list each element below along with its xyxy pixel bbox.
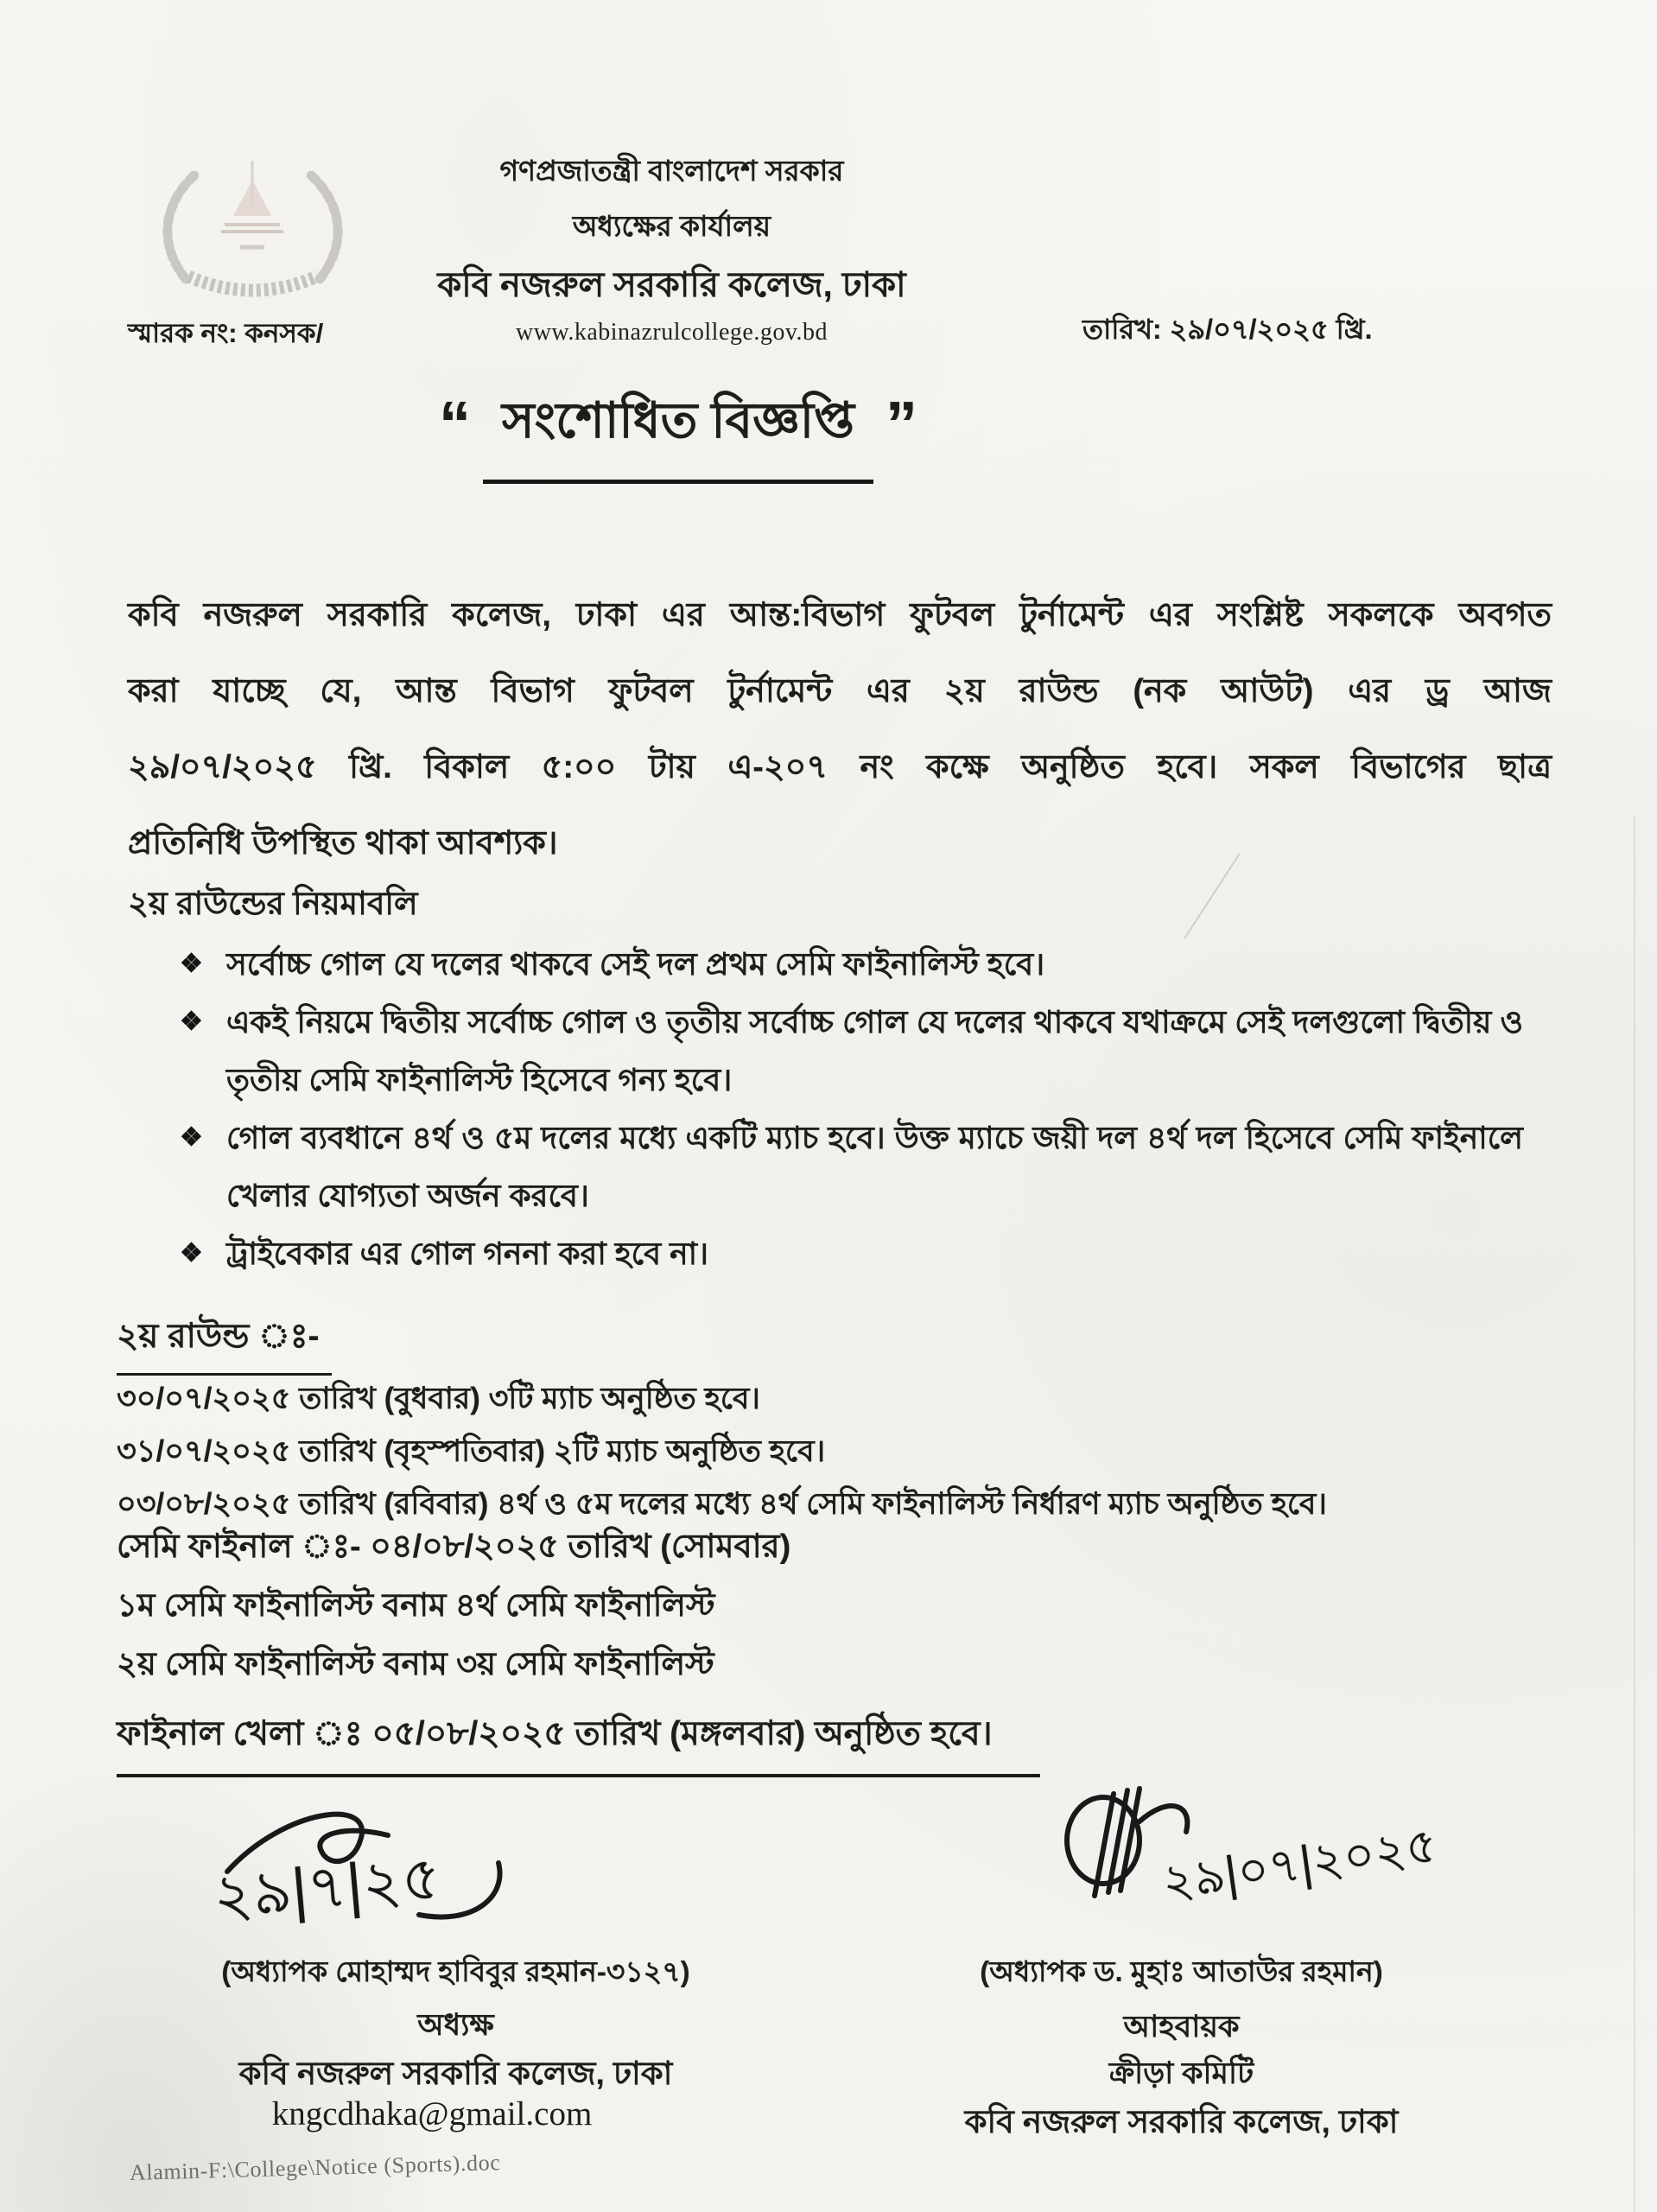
rules-list (180, 935, 1523, 1282)
principal-name: (অধ্যাপক মোহাম্মদ হাবিবুর রহমান-৩১২৭) (221, 1955, 690, 1987)
rules-heading: ২য় রাউন্ডের নিয়মাবলি (128, 886, 418, 921)
body-paragraph (128, 577, 1552, 881)
open-quote: “ (439, 388, 472, 460)
close-quote: ” (885, 388, 917, 460)
body-line: ২৯/০৭/২০২৫ খ্রি. বিকাল ৫:০০ টায় এ-২০৭ নং কক্ষে অনুষ্ঠিত হবে। সকল বিভাগের ছাত্র (128, 749, 1552, 785)
memo-number: স্মারক নং: কনসক/ (128, 318, 324, 348)
college-name: কবি নজরুল সরকারি কলেজ, ঢাকা (437, 266, 906, 304)
diamond-bullet-icon: ❖ (180, 950, 203, 978)
semifinal-match: ১ম সেমি ফাইনালিস্ট বনাম ৪র্থ সেমি ফাইনালিস্ট (117, 1587, 715, 1623)
diamond-bullet-icon: ❖ (180, 1007, 203, 1036)
schedule-line: ৩১/০৭/২০২৫ তারিখ (বৃহস্পতিবার) ২টি ম্যাচ অনুষ্ঠিত হবে। (117, 1434, 826, 1468)
principal-email: kngcdhaka@gmail.com (271, 2095, 593, 2133)
round2-schedule (117, 1372, 1568, 1530)
rule-text: ট্রাইবেকার এর গোল গননা করা হবে না। (226, 1236, 708, 1271)
semifinal-heading: সেমি ফাইনাল ঃ- ০৪/০৮/২০২৫ তারিখ (সোমবার) (117, 1529, 791, 1565)
sports-committee: ক্রীড়া কমিটি (1108, 2056, 1254, 2090)
diamond-bullet-icon: ❖ (180, 1239, 203, 1268)
body-line: করা যাচ্ছে যে, আন্ত বিভাগ ফুটবল টুর্নামেন্ট এর ২য় রাউন্ড (নক আউট) এর ড্র আজ (128, 673, 1552, 709)
rule-item (180, 1109, 1523, 1224)
rule-item (180, 993, 1523, 1109)
convener-handwritten-date: ২৯|০৭|২০২৫ (1159, 1817, 1441, 1910)
principal-institution: কবি নজরুল সরকারি কলেজ, ঢাকা (238, 2056, 673, 2091)
convener-signature (1050, 1782, 1533, 1946)
principal-signature (203, 1796, 531, 1947)
rule-item (180, 1224, 1523, 1282)
convener-name: (অধ্যাপক ড. মুহাঃ আতাউর রহমান) (980, 1955, 1383, 1987)
rule-item (180, 935, 1523, 993)
scan-edge-line (1634, 817, 1635, 2212)
final-match-line: ফাইনাল খেলা ঃ ০৫/০৮/২০২৫ তারিখ (মঙ্গলবার) অনুষ্ঠিত হবে। (117, 1707, 1040, 1777)
body-line: প্রতিনিধি উপস্থিত থাকা আবশ্যক। (128, 825, 558, 861)
convener-designation: আহবায়ক (1123, 2010, 1240, 2044)
issue-date: তারিখ: ২৯/০৭/২০২৫ খ্রি. (1082, 314, 1373, 345)
government-line: গণপ্রজাতন্ত্রী বাংলাদেশ সরকার (499, 155, 844, 187)
round2-heading: ২য় রাউন্ড ঃ- (117, 1310, 332, 1376)
notice-title-text: সংশোধিত বিজ্ঞপ্তি (483, 384, 873, 484)
website-url: www.kabinazrulcollege.gov.bd (515, 319, 828, 346)
body-line: কবি নজরুল সরকারি কলেজ, ঢাকা এর আন্ত:বিভাগ ফুটবল টুর্নামেন্ট এর সংশ্লিষ্ট সকলকে অবগত (128, 597, 1552, 633)
rule-text: সর্বোচ্চ গোল যে দলের থাকবে সেই দল প্রথম সেমি ফাইনালিস্ট হবে। (226, 946, 1045, 982)
convener-institution: কবি নজরুল সরকারি কলেজ, ঢাকা (964, 2104, 1399, 2139)
schedule-line: ০৩/০৮/২০২৫ তারিখ (রবিবার) ৪র্থ ও ৫ম দলের মধ্যে ৪র্থ সেমি ফাইনালিস্ট নির্ধারণ ম্যাচ অনুষ্ঠিত হবে। (117, 1487, 1327, 1521)
rule-text: গোল ব্যবধানে ৪র্থ ও ৫ম দলের মধ্যে একটি ম্যাচ হবে। উক্ত ম্যাচে জয়ী দল ৪র্থ দল হিসেবে সেমি ফাইনালে খেলার যোগ্যতা অর্জন করবে। (226, 1120, 1523, 1213)
schedule-line: ৩০/০৭/২০২৫ তারিখ (বুধবার) ৩টি ম্যাচ অনুষ্ঠিত হবে। (117, 1382, 760, 1415)
semifinal-match: ২য় সেমি ফাইনালিস্ট বনাম ৩য় সেমি ফাইনালিস্ট (117, 1646, 714, 1681)
principal-designation: অধ্যক্ষ (417, 2008, 494, 2042)
notice-title (0, 378, 1356, 484)
rule-text: একই নিয়মে দ্বিতীয় সর্বোচ্চ গোল ও তৃতীয় সর্বোচ্চ গোল যে দলের থাকবে যথাক্রমে সেই দলগুলো দ্বিতীয় ও তৃতীয় সেমি ফাইনালিস্ট হিসেবে গন্য হবে। (226, 1004, 1523, 1097)
principal-handwritten-date: ২৯|৭|২৫ (210, 1843, 444, 1931)
diamond-bullet-icon: ❖ (180, 1123, 203, 1152)
office-line: অধ্যক্ষের কার্যালয় (572, 210, 771, 242)
file-path-footer: Alamin-F:\College\Notice (Sports).doc (129, 2150, 501, 2185)
